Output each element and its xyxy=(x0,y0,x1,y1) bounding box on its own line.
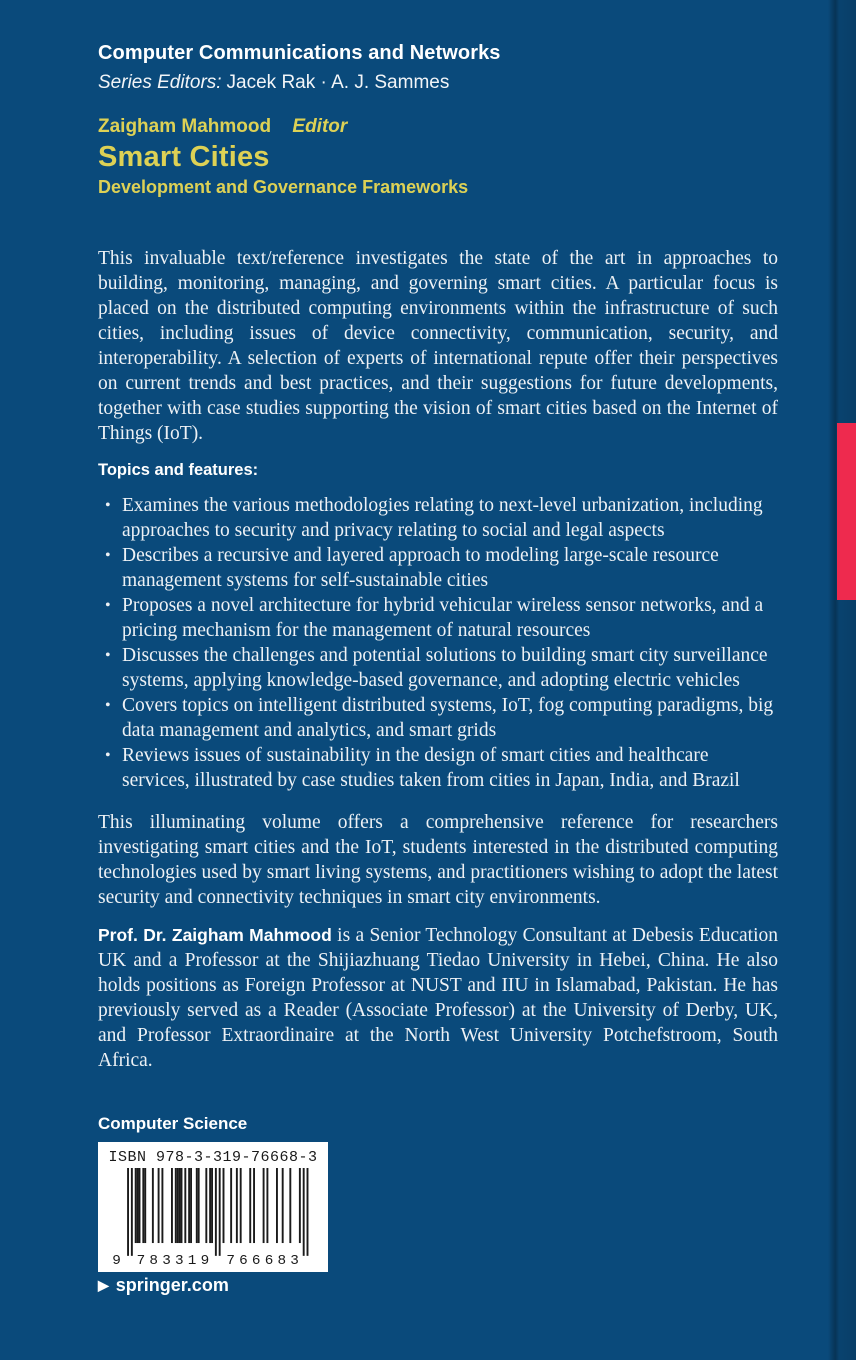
topic-item-3: • Proposes a novel architecture for hybrid vehicular wireless sensor networks, and a pricing mechanism for the management of natural resources xyxy=(98,593,778,643)
closing-paragraph: This illuminating volume offers a comprehensive reference for researchers investigating smart cities and the IoT, students interested in the distributed computing technologies used by smart living systems, and practitioners wishing to adopt the latest security and connectivity techniques in smart city environments. xyxy=(98,812,778,909)
series-title: Computer Communications and Networks xyxy=(98,42,501,64)
series-editors-label: Series Editors: xyxy=(98,72,222,93)
volume-editor-line xyxy=(98,116,778,138)
author-name: Prof. Dr. Zaigham Mahmood xyxy=(98,925,332,946)
topic-item-4: • Discusses the challenges and potential solutions to building smart city surveillance systems, applying knowledge-based governance, and adopting electric vehicles xyxy=(98,643,778,693)
svg-text:766683: 766683 xyxy=(226,1253,299,1265)
series-editors-names: Jacek Rak · A. J. Sammes xyxy=(226,72,450,93)
publisher-line xyxy=(98,1275,229,1296)
description-paragraph: This invaluable text/reference investigates the state of the art in approaches to building, monitoring, managing, and governing smart cities. A particular focus is placed on the distributed computing environments within the infrastructure of such cities, including issues of device connectivity, communication, security, and interoperability. A selection of experts of international repute offer their perspectives on current trends and best practices, and their suggestions for future developments, together with case studies supporting the vision of smart cities based on the Internet of Things (IoT). xyxy=(98,248,778,445)
topic-item-5: • Covers topics on intelligent distributed systems, IoT, fog computing paradigms, big data management and analytics, and smart grids xyxy=(98,693,778,743)
author-bio-text: is a Senior Technology Consultant at Debesis Education UK and a Professor at the Shijiazhuang Tiedao University in Hebei, China. He also holds positions as Foreign Professor at NUST and IIU in Islamabad, Pakistan. He has previously served as a Reader (Associate Professor) at the University of Derby, UK, and Professor Extraordinaire at the North West University Potchefstroom, South Africa. xyxy=(98,925,778,1072)
svg-text:783319: 783319 xyxy=(136,1253,210,1265)
topics-heading: Topics and features: xyxy=(98,461,259,480)
subject-category: Computer Science xyxy=(98,1114,248,1133)
isbn-label: ISBN 978-3-319-76668-3 xyxy=(108,1149,318,1166)
volume-editor-name: Zaigham Mahmood xyxy=(98,116,272,137)
isbn-barcode-box xyxy=(98,1142,328,1272)
author-bio xyxy=(98,923,778,1073)
ean13-barcode-icon xyxy=(108,1168,318,1265)
topics-list xyxy=(98,493,778,793)
topic-item-1: • Examines the various methodologies relating to next-level urbanization, including approaches to security and privacy relating to social and legal aspects xyxy=(98,493,778,543)
book-subtitle: Development and Governance Frameworks xyxy=(98,177,469,198)
book-title: Smart Cities xyxy=(98,141,270,173)
topic-item-6: • Reviews issues of sustainability in the design of smart cities and healthcare services, illustrated by case studies taken from cities in Japan, India, and Brazil xyxy=(98,743,778,793)
topic-item-2: • Describes a recursive and layered approach to modeling large-scale resource management systems for self-sustainable cities xyxy=(98,543,778,593)
publisher-url: springer.com xyxy=(115,1275,229,1295)
svg-text:9: 9 xyxy=(112,1253,121,1265)
springer-arrow-icon: ▶ xyxy=(98,1277,109,1293)
series-editors xyxy=(98,72,778,94)
editor-role-label: Editor xyxy=(292,116,348,137)
